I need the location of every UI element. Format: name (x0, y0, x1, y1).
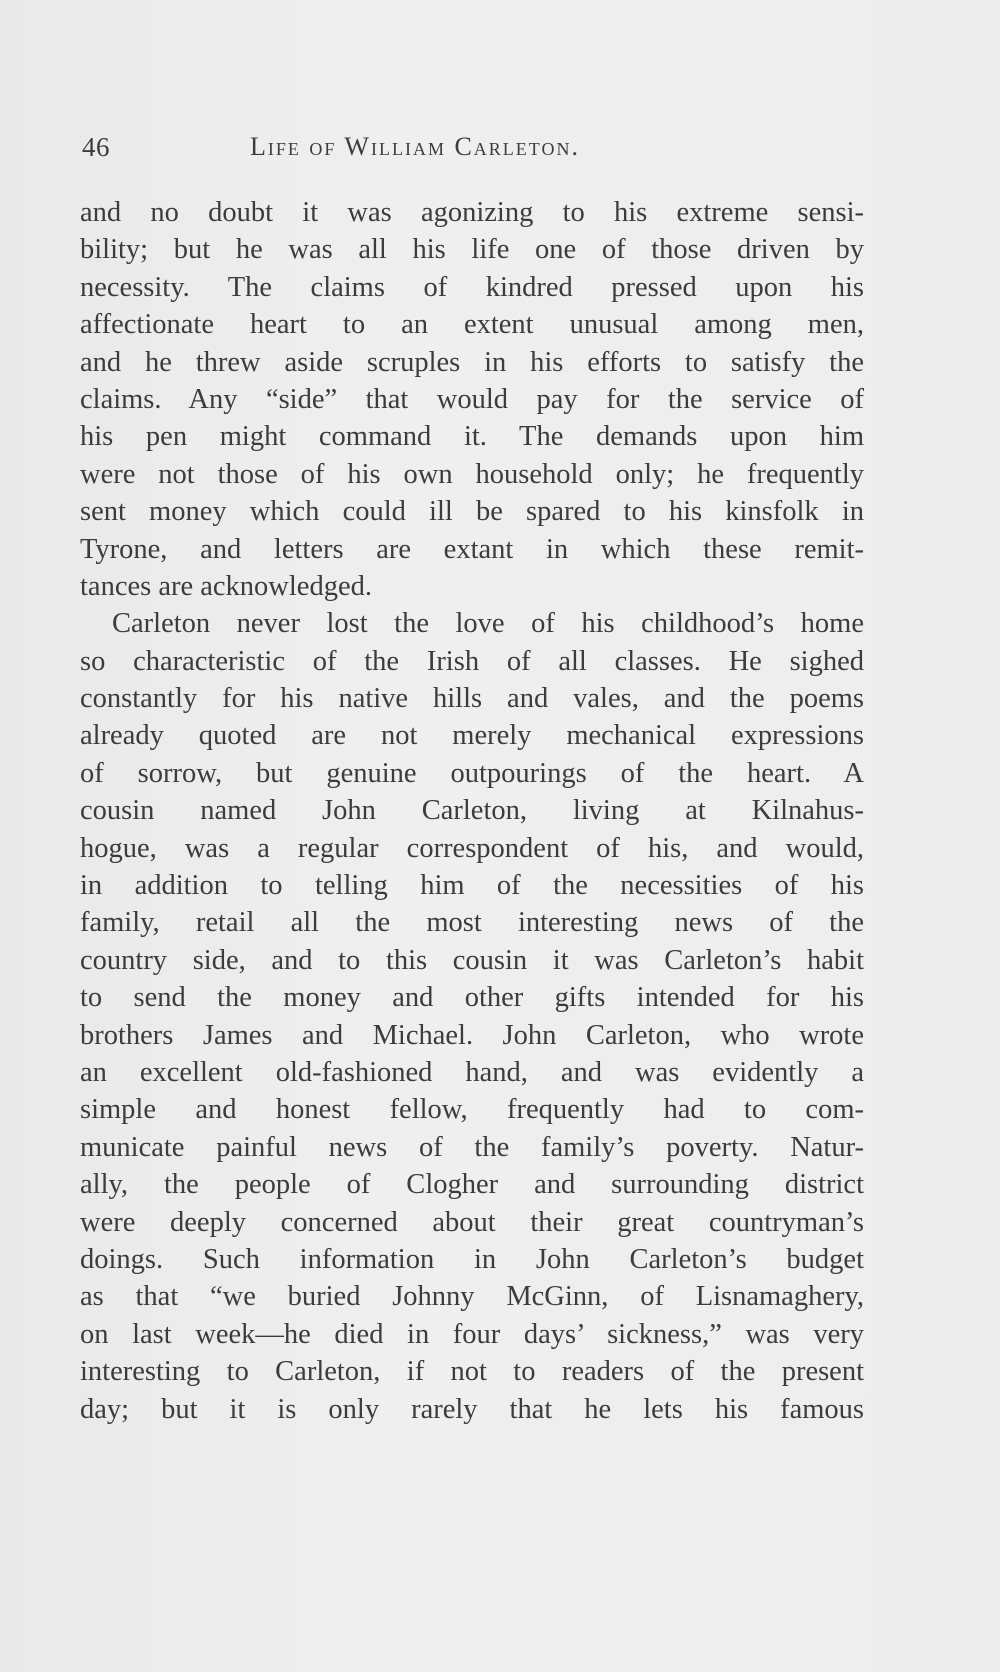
text-line: necessity. The claims of kindred pressed upon his (80, 271, 864, 303)
text-line: on last week—he died in four days’ sickness,” was very (80, 1318, 864, 1350)
text-line: and he threw aside scruples in his efforts to satisfy the (80, 346, 864, 378)
paragraph-end-line: tances are acknowledged. (80, 570, 372, 602)
body-text (80, 194, 864, 1428)
text-line: so characteristic of the Irish of all classes. He sighed (80, 645, 864, 677)
text-line: bility; but he was all his life one of those driven by (80, 234, 864, 266)
text-line: simple and honest fellow, frequently had to com- (80, 1094, 864, 1126)
paragraph-start-line: Carleton never lost the love of his childhood’s home (112, 608, 864, 640)
text-line: family, retail all the most interesting news of the (80, 907, 864, 939)
text-line: were not those of his own household only; he frequently (80, 458, 864, 490)
page-number: 46 (82, 132, 110, 162)
text-line: as that “we buried Johnny McGinn, of Lisnamaghery, (80, 1281, 864, 1313)
text-line: cousin named John Carleton, living at Kilnahus- (80, 795, 864, 827)
text-line: of sorrow, but genuine outpourings of the heart. A (80, 757, 864, 789)
text-line: constantly for his native hills and vales, and the poems (80, 683, 864, 715)
text-line: hogue, was a regular correspondent of his, and would, (80, 832, 864, 864)
running-head: Life of William Carleton. (250, 132, 580, 161)
text-line: day; but it is only rarely that he lets his famous (80, 1393, 864, 1425)
text-line: ally, the people of Clogher and surrounding district (80, 1169, 864, 1201)
text-line: sent money which could ill be spared to his kinsfolk in (80, 496, 864, 528)
page-header (82, 132, 802, 176)
text-line: and no doubt it was agonizing to his extreme sensi- (80, 197, 864, 228)
text-line: brothers James and Michael. John Carleton, who wrote (80, 1019, 864, 1051)
text-line: doings. Such information in John Carleton’s budget (80, 1243, 864, 1275)
text-line: affectionate heart to an extent unusual among men, (80, 309, 864, 341)
text-line: already quoted are not merely mechanical expressions (80, 720, 864, 752)
text-line: interesting to Carleton, if not to readers of the present (80, 1356, 864, 1388)
text-line: claims. Any “side” that would pay for the service of (80, 383, 864, 415)
text-line: municate painful news of the family’s poverty. Natur- (80, 1131, 864, 1163)
text-line: Tyrone, and letters are extant in which these remit- (80, 533, 864, 565)
text-line: in addition to telling him of the necessities of his (80, 870, 864, 902)
text-line: an excellent old-fashioned hand, and was evidently a (80, 1056, 864, 1088)
text-line: country side, and to this cousin it was Carleton’s habit (80, 944, 864, 976)
text-line: to send the money and other gifts intended for his (80, 982, 864, 1014)
text-line: his pen might command it. The demands upon him (80, 421, 864, 453)
text-line: were deeply concerned about their great countryman’s (80, 1206, 864, 1238)
